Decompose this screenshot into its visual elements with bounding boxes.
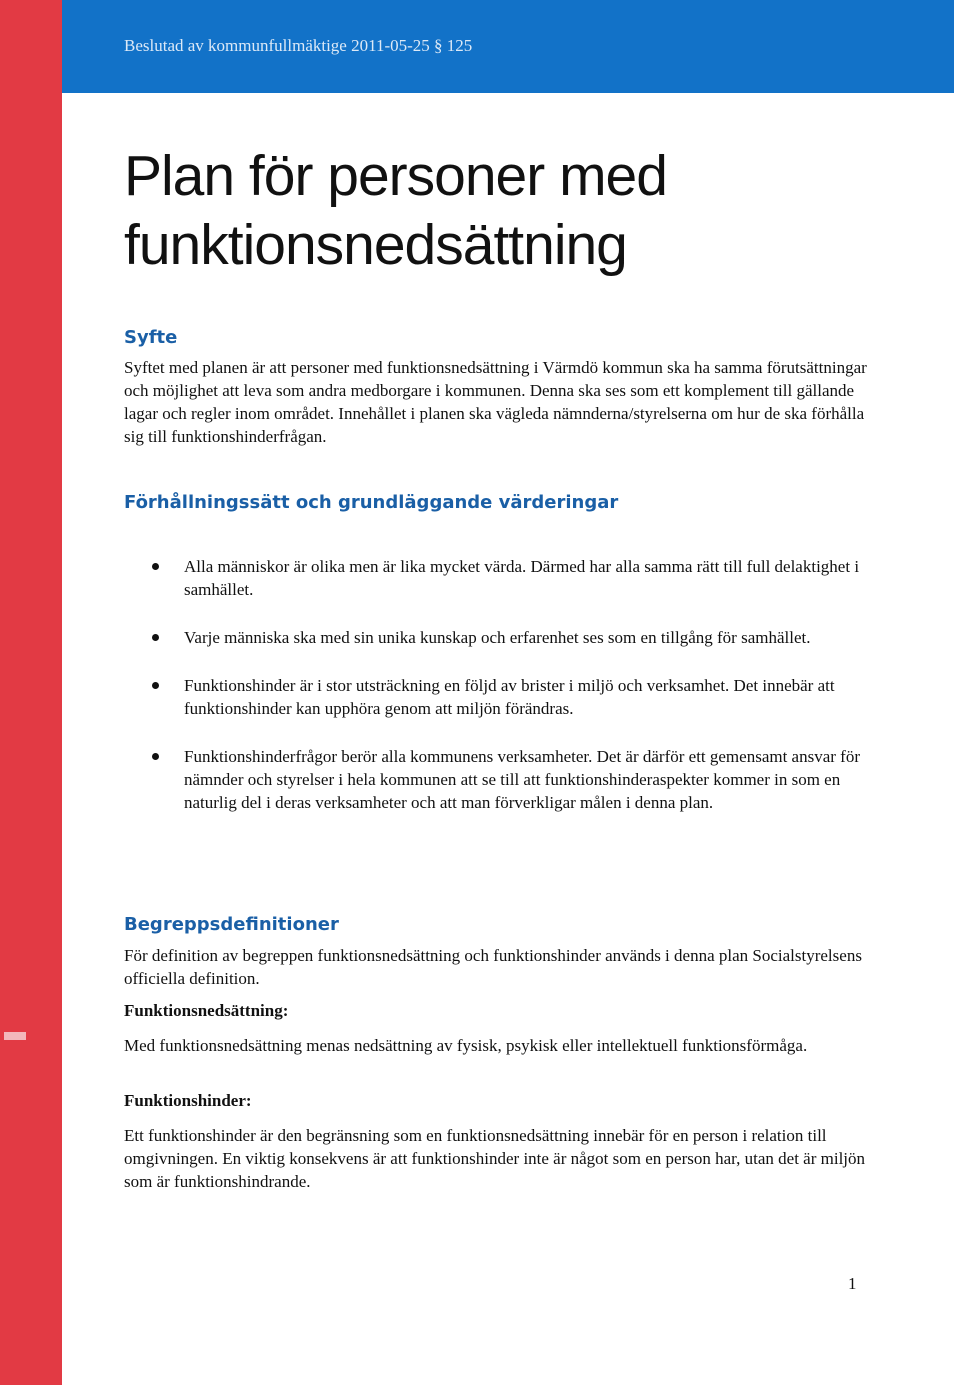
bullet-icon bbox=[152, 753, 159, 760]
syfte-paragraph: Syftet med planen är att personer med funktionsnedsättning i Värmdö kommun ska ha samma förutsättningar och möjlighet att leva som andra medborgare i kommunen. Denna ska ses som ett komplement till gällande lagar och regler inom området. Innehållet i planen ska vägleda nämnderna/styrelserna om hur de ska förhålla sig till funktionshinderfrågan. bbox=[124, 358, 867, 446]
title-line-1: Plan för personer med bbox=[124, 144, 667, 208]
definition-funktionshinder: Ett funktionshinder är den begränsning som en funktionsnedsättning innebär för en person i relation till omgivningen. En viktig konsekvens är att funktionshinder inte är något som en person har, utan det är miljön som är funktionshindrande. bbox=[124, 1126, 866, 1191]
list-item bbox=[124, 555, 884, 601]
page-number: 1 bbox=[848, 1274, 857, 1293]
bullet-icon bbox=[152, 634, 159, 641]
header-banner-text: Beslutad av kommunfullmäktige 2011-05-25 § 125 bbox=[124, 36, 473, 55]
left-red-bar bbox=[0, 0, 62, 1385]
values-list bbox=[124, 555, 884, 839]
list-item-text: Funktionshinder är i stor utsträckning en följd av brister i miljö och verksamhet. Det innebär att funktionshinder kan upphöra genom att miljön förändras. bbox=[184, 676, 835, 718]
list-item-text: Varje människa ska med sin unika kunskap och erfarenhet ses som en tillgång för samhället. bbox=[184, 628, 811, 647]
bullet-icon bbox=[152, 563, 159, 570]
list-item bbox=[124, 674, 884, 720]
definition-funktionsnedsattning: Med funktionsnedsättning menas nedsättning av fysisk, psykisk eller intellektuell funktionsförmåga. bbox=[124, 1036, 808, 1055]
definitions-intro: För definition av begreppen funktionsnedsättning och funktionshinder används i denna plan Socialstyrelsens officiella definition. bbox=[124, 946, 862, 988]
heading-definitions: Begreppsdefinitioner bbox=[124, 914, 339, 935]
list-item bbox=[124, 626, 884, 649]
term-funktionshinder: Funktionshinder: bbox=[124, 1091, 252, 1110]
list-item bbox=[124, 745, 884, 814]
list-item-text: Alla människor är olika men är lika mycket värda. Därmed har alla samma rätt till full delaktighet i samhället. bbox=[184, 557, 860, 599]
term-funktionsnedsattning: Funktionsnedsättning: bbox=[124, 1001, 289, 1020]
heading-syfte: Syfte bbox=[124, 327, 178, 348]
bullet-icon bbox=[152, 682, 159, 689]
heading-values: Förhållningssätt och grundläggande värderingar bbox=[124, 492, 619, 513]
sidebar-mark bbox=[4, 1032, 26, 1040]
list-item-text: Funktionshinderfrågor berör alla kommunens verksamheter. Det är därför ett gemensamt ansvar för nämnder och styrelser i hela kommunen att se till att funktionshinderaspekter kommer in som en naturlig del i deras verksamheter och att man förverkligar målen i denna plan. bbox=[184, 747, 860, 812]
document-title bbox=[124, 142, 667, 280]
title-line-2: funktionsnedsättning bbox=[124, 213, 627, 277]
